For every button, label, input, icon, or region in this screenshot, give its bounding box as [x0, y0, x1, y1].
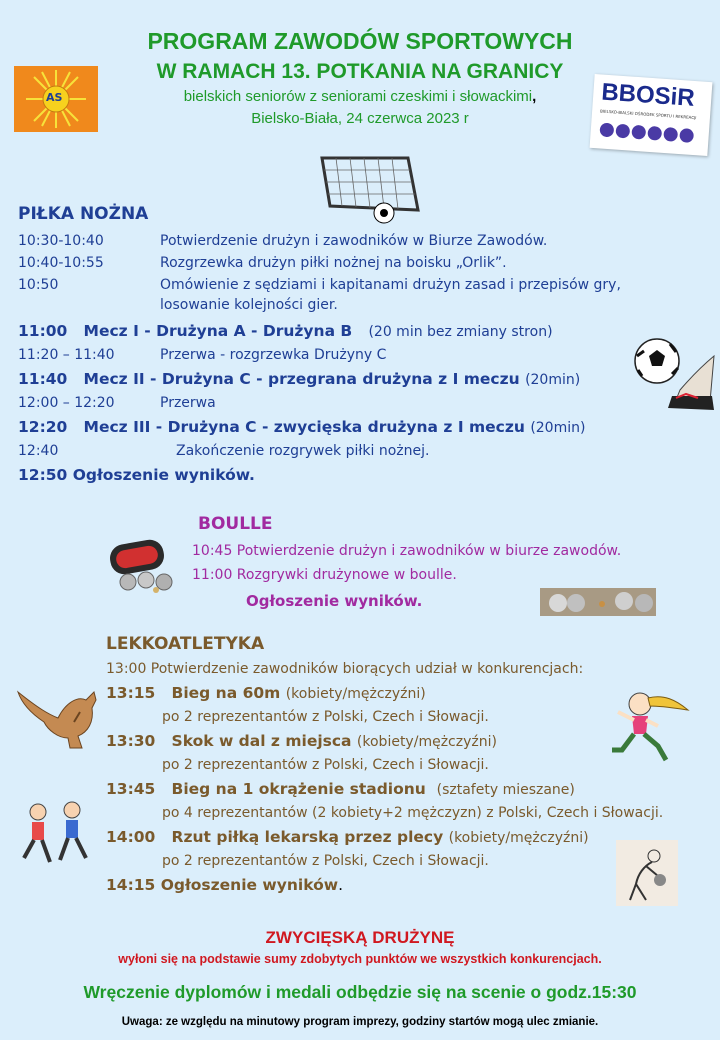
winner-heading: ZWYCIĘSKĄ DRUŻYNĘ: [265, 928, 455, 947]
match-1: [18, 322, 553, 341]
match-text: Mecz III - Drużyna C - zwycięska drużyna z I meczu: [83, 418, 525, 436]
boule-balls-photo: [540, 588, 656, 616]
event-note: (kobiety/mężczyźni): [285, 686, 426, 702]
bbosir-pictograms: [598, 118, 700, 151]
row-desc-cont: losowanie kolejności gier.: [160, 297, 338, 313]
event-date: Bielsko-Biała, 24 czerwca 2023 r: [251, 110, 469, 127]
disclaimer-note: Uwaga: ze względu na minutowy program imprezy, godziny startów mogą ulec zmianie.: [121, 1016, 599, 1028]
event-note: (sztafety mieszane): [436, 782, 575, 798]
event-1-sub: po 2 reprezentantów z Polski, Czech i Słowacji.: [162, 709, 489, 725]
row-desc: Przerwa: [160, 395, 216, 411]
football-results: 12:50 Ogłoszenie wyników.: [18, 466, 255, 484]
event-time: 13:30: [106, 732, 156, 750]
winner-subtext: wyłoni się na podstawie sumy zdobytych punktów we wszystkich konkurencjach.: [118, 952, 602, 966]
event-time: 13:45: [106, 780, 156, 798]
boulle-row-2: 11:00 Rozgrywki drużynowe w boulle.: [192, 567, 457, 583]
event-3-sub: po 4 reprezentantów (2 kobiety+2 mężczyzn) z Polski, Czech i Słowacji.: [162, 805, 664, 821]
row-time: 10:40-10:55: [18, 255, 104, 271]
athletics-heading: LEKKOATLETYKA: [106, 634, 265, 654]
event-3: [106, 780, 575, 799]
event-2-sub: po 2 reprezentantów z Polski, Czech i Słowacji.: [162, 757, 489, 773]
event-time: 14:00: [106, 828, 156, 846]
title-line-1: PROGRAM ZAWODÓW SPORTOWYCH: [147, 28, 573, 54]
row-desc: Omówienie z sędziami i kapitanami drużyn zasad i przepisów gry,: [160, 277, 621, 293]
event-name: Skok w dal z miejsca: [171, 732, 352, 750]
boule-set-icon: [104, 536, 184, 600]
match-text: Mecz II - Drużyna C - przegrana drużyna z I meczu: [83, 370, 520, 388]
match-note: (20min): [530, 420, 586, 436]
bbosir-logo: [590, 74, 713, 156]
event-name: Rzut piłką lekarską przez plecy: [171, 828, 444, 846]
match-note: (20 min bez zmiany stron): [368, 324, 553, 340]
kangaroo-icon: [8, 678, 102, 756]
soccer-ball-kick-icon: [632, 336, 718, 420]
as-logo: [14, 66, 98, 132]
event-name: Bieg na 1 okrążenie stadionu: [171, 780, 426, 798]
event-note: (kobiety/mężczyźni): [448, 830, 589, 846]
athletics-results: [106, 876, 343, 894]
row-desc: Potwierdzenie drużyn i zawodników w Biurze Zawodów.: [160, 233, 548, 249]
row-time: 10:30-10:40: [18, 233, 104, 249]
match-2: [18, 370, 580, 389]
boulle-heading: BOULLE: [198, 514, 273, 534]
boulle-row-1: 10:45 Potwierdzenie drużyn i zawodników w biurze zawodów.: [192, 543, 622, 559]
athletics-results-dot: .: [338, 876, 343, 894]
match-time: 12:20: [18, 418, 68, 436]
medicine-ball-throw-icon: [616, 840, 678, 906]
soccer-goal-icon: [316, 154, 424, 228]
subtitle-text: bielskich seniorów z seniorami czeskimi i słowackimi: [183, 88, 533, 105]
row-time: 12:00 – 12:20: [18, 395, 115, 411]
athletics-results-text: 14:15 Ogłoszenie wyników: [106, 876, 339, 894]
match-time: 11:40: [18, 370, 68, 388]
row-time: 10:50: [18, 277, 59, 293]
event-4-sub: po 2 reprezentantów z Polski, Czech i Słowacji.: [162, 853, 489, 869]
row-desc: Zakończenie rozgrywek piłki nożnej.: [176, 443, 430, 459]
bbosir-logo-subtext: BIELSKO-BIALSKI OŚRODEK SPORTU I REKREACJI: [599, 108, 697, 121]
match-note: (20min): [525, 372, 581, 388]
awards-text: Wręczenie dyplomów i medali odbędzie się na scenie o godz.15:30: [83, 982, 637, 1002]
subtitle-comma: ,: [532, 88, 537, 105]
row-desc: Przerwa - rozgrzewka Drużyny C: [160, 347, 387, 363]
event-2: [106, 732, 497, 751]
football-heading: PIŁKA NOŻNA: [18, 204, 149, 224]
event-name: Bieg na 60m: [171, 684, 281, 702]
running-kids-icon: [14, 800, 98, 876]
match-3: [18, 418, 585, 437]
athletics-row-0: 13:00 Potwierdzenie zawodników biorących udział w konkurencjach:: [106, 661, 584, 677]
match-text: Mecz I - Drużyna A - Drużyna B: [83, 322, 353, 340]
event-4: [106, 828, 589, 847]
event-1: [106, 684, 426, 703]
row-time: 11:20 – 11:40: [18, 347, 115, 363]
title-line-2: W RAMACH 13. POTKANIA NA GRANICY: [156, 60, 564, 83]
match-time: 11:00: [18, 322, 68, 340]
row-desc: Rozgrzewka drużyn piłki nożnej na boisku „Orlik”.: [160, 255, 507, 271]
running-girl-icon: [604, 690, 694, 768]
as-logo-text: AS: [46, 91, 63, 104]
bbosir-logo-text: BBOSiR: [600, 78, 696, 112]
row-time: 12:40: [18, 443, 59, 459]
event-note: (kobiety/mężczyźni): [356, 734, 497, 750]
event-time: 13:15: [106, 684, 156, 702]
boulle-results: Ogłoszenie wyników.: [246, 592, 423, 610]
